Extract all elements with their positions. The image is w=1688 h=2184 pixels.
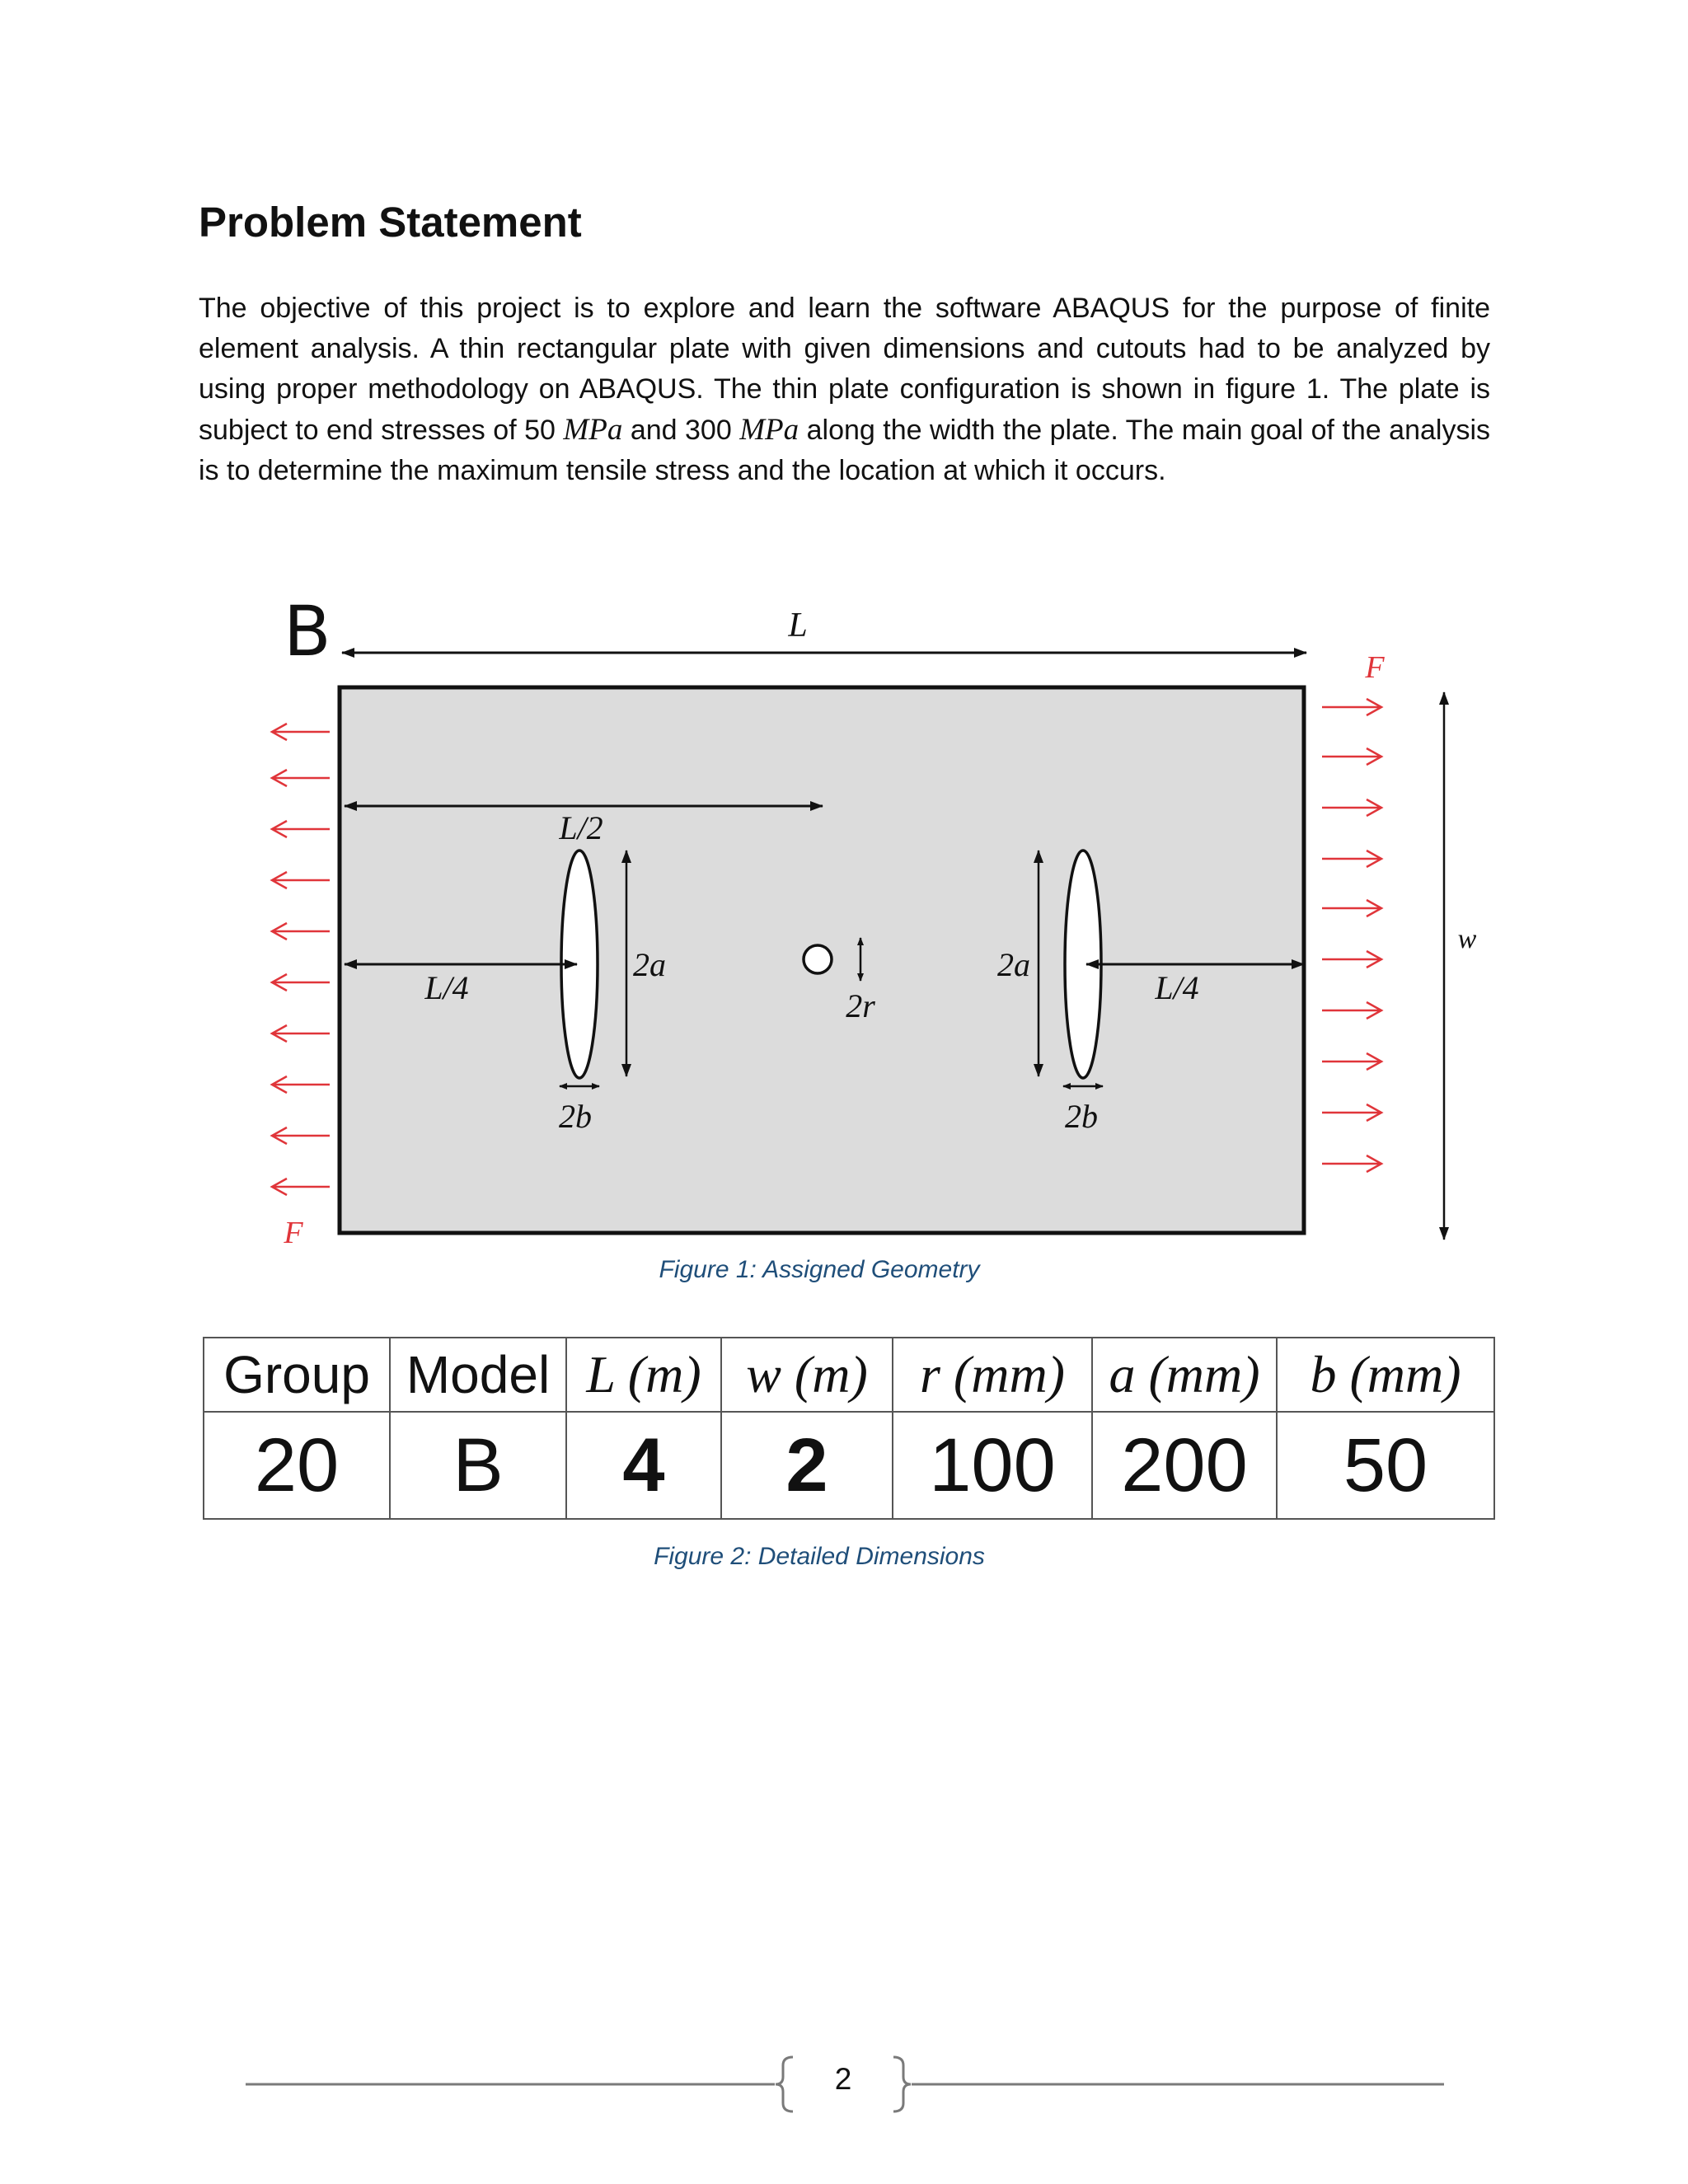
table-cell: 4 bbox=[566, 1412, 721, 1519]
force-arrow bbox=[1322, 1053, 1381, 1070]
force-arrow bbox=[272, 872, 330, 888]
force-label-right: F bbox=[1365, 650, 1385, 685]
model-label: B bbox=[284, 591, 331, 672]
table-header-cell: Model bbox=[390, 1338, 566, 1412]
force-arrow bbox=[272, 821, 330, 837]
footer-brace-right bbox=[893, 2057, 911, 2111]
length-label: L bbox=[788, 607, 808, 644]
2r-label: 2r bbox=[846, 987, 875, 1024]
force-arrow bbox=[1322, 1104, 1381, 1121]
force-arrow bbox=[272, 974, 330, 991]
width-label: w bbox=[1457, 924, 1477, 954]
unit-mpa: MPa bbox=[563, 413, 623, 447]
table-header-cell: Group bbox=[204, 1338, 390, 1412]
right-quarter-length-label: L/4 bbox=[1155, 969, 1199, 1006]
force-arrow bbox=[1322, 851, 1381, 867]
paragraph-text: The objective of this project is to explore and learn the software ABAQUS for the purpose of finite element analysis. A thin rectangular plate with given dimensions and cutouts had to be analyzed by using proper methodology on ABAQUS. The thin plate configuration is shown in figure 1. The plate is subject to end stresses of 50 bbox=[199, 293, 1490, 446]
table-cell: B bbox=[390, 1412, 566, 1519]
table-cell: 20 bbox=[204, 1412, 390, 1519]
figure-1-caption: Figure 1: Assigned Geometry bbox=[659, 1256, 980, 1283]
right-force-arrows bbox=[1322, 699, 1381, 1172]
center-circular-hole bbox=[804, 945, 832, 973]
force-arrow bbox=[272, 1179, 330, 1195]
right-2b-label: 2b bbox=[1065, 1098, 1098, 1135]
right-2a-label: 2a bbox=[997, 946, 1030, 983]
table-cell: 200 bbox=[1092, 1412, 1277, 1519]
section-heading: Problem Statement bbox=[199, 199, 582, 246]
table-header-row bbox=[204, 1338, 1494, 1412]
table-cell: 2 bbox=[721, 1412, 893, 1519]
left-2a-label: 2a bbox=[633, 946, 666, 983]
table-header-cell: b (mm) bbox=[1277, 1338, 1494, 1412]
force-arrow bbox=[272, 923, 330, 940]
force-arrow bbox=[1322, 900, 1381, 916]
table-header-cell: a (mm) bbox=[1092, 1338, 1277, 1412]
footer-brace-left bbox=[776, 2057, 793, 2111]
force-arrow bbox=[1322, 799, 1381, 816]
table-cell: 50 bbox=[1277, 1412, 1494, 1519]
left-force-arrows bbox=[272, 724, 330, 1195]
force-arrow bbox=[272, 770, 330, 786]
force-arrow bbox=[1322, 748, 1381, 765]
paragraph-text: and 300 bbox=[622, 415, 740, 446]
unit-mpa: MPa bbox=[739, 413, 799, 447]
paragraph-text: along the width the plate. The main goal of the analysis is to determine the maximum tensile stress and the location at which it occurs. bbox=[199, 415, 1491, 486]
force-arrow bbox=[1322, 1155, 1381, 1172]
table-header-cell: r (mm) bbox=[893, 1338, 1092, 1412]
left-quarter-length-label: L/4 bbox=[424, 969, 469, 1006]
table-header-cell: L (m) bbox=[566, 1338, 721, 1412]
force-arrow bbox=[272, 1076, 330, 1093]
force-arrow bbox=[1322, 699, 1381, 715]
figure-2-caption: Figure 2: Detailed Dimensions bbox=[654, 1543, 985, 1570]
half-length-label: L/2 bbox=[559, 809, 603, 846]
table-header-cell: w (m) bbox=[721, 1338, 893, 1412]
force-arrow bbox=[1322, 951, 1381, 968]
table-row bbox=[204, 1412, 1494, 1519]
left-2b-label: 2b bbox=[559, 1098, 592, 1135]
force-arrow bbox=[272, 724, 330, 740]
table-cell: 100 bbox=[893, 1412, 1092, 1519]
dimensions-table bbox=[203, 1337, 1495, 1520]
force-arrow bbox=[272, 1025, 330, 1042]
page-number: 2 bbox=[834, 2062, 852, 2096]
force-label-left: F bbox=[284, 1216, 303, 1250]
force-arrow bbox=[1322, 1002, 1381, 1019]
force-arrow bbox=[272, 1127, 330, 1144]
